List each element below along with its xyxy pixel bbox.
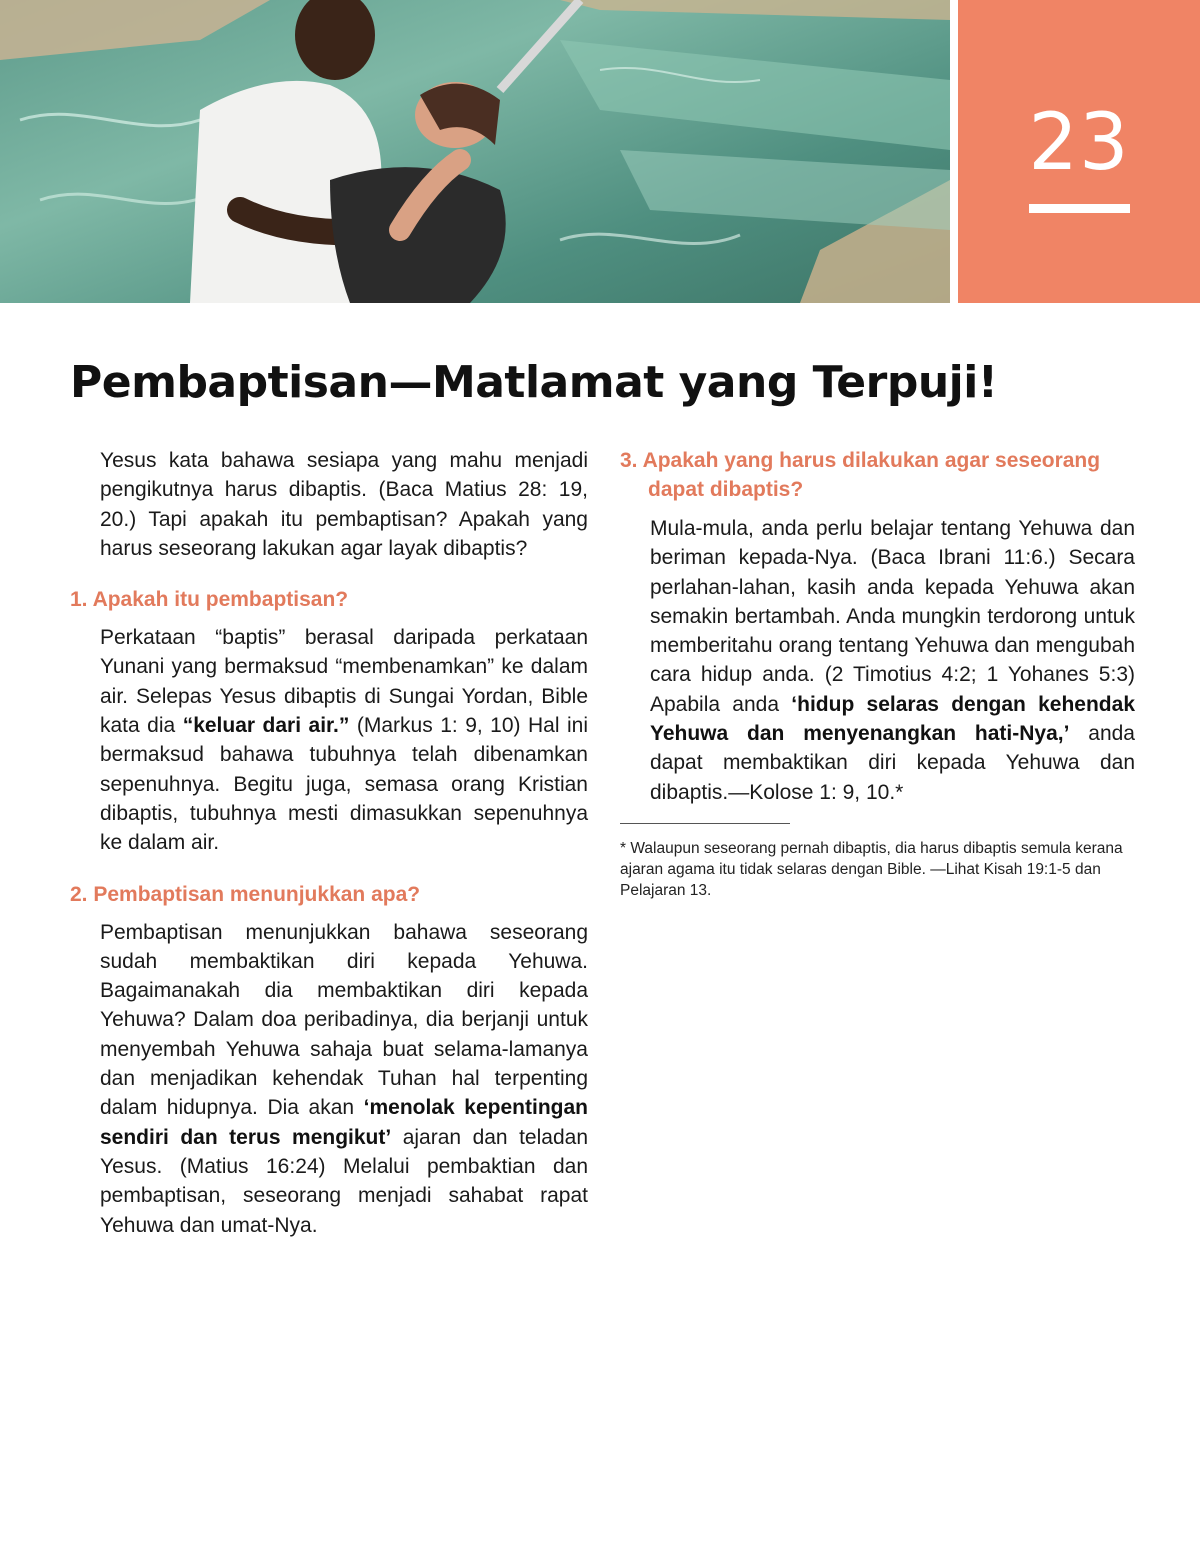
chapter-underline	[1029, 204, 1130, 213]
footnote-divider	[620, 823, 790, 824]
question-2-heading: 2. Pembaptisan menunjukkan apa?	[70, 882, 421, 906]
answer-bold-text: ‘hidup selaras dengan kehendak Yehuwa dan menyenangkan hati-Nya,’	[650, 692, 1135, 746]
question-3-heading: 3. Apakah yang harus dilakukan agar seseorang dapat dibaptis?	[620, 449, 1101, 501]
left-column	[70, 446, 588, 1240]
answer-text: ajaran dan teladan Yesus. (Matius 16:24) Melalui pembaktian dan pembaptisan, seseorang menjadi sahabat rapat Yehuwa dan umat-Nya.	[100, 1125, 588, 1237]
answer-bold-text: “keluar dari air.”	[182, 714, 350, 738]
footnote: * Walaupun seseorang pernah dibaptis, dia harus dibaptis semula kerana ajaran agama itu tidak selaras dengan Bible. —Lihat Kisah 19:1-5 dan Pelajaran 13.	[620, 839, 1123, 899]
right-column	[620, 446, 1135, 901]
answer-text: Pembaptisan menunjukkan bahawa seseorang sudah membaktikan diri kepada Yehuwa. Bagaimanakah dia membaktikan diri kepada Yehuwa? Dalam doa peribadinya, dia berjanji untuk menyembah Yehuwa sahaja buat selama-lamanya dan menjadikan kehendak Tuhan hal terpenting dalam hidupnya. Dia akan	[100, 920, 588, 1120]
question-2-answer	[100, 918, 588, 1240]
chapter-number-box	[958, 0, 1200, 303]
question-1-answer	[100, 623, 588, 857]
answer-bold-text: ‘menolak kepentingan sendiri dan terus mengikut’	[100, 1096, 588, 1149]
answer-text: (Markus 1: 9, 10) Hal ini bermaksud bahawa tubuhnya telah dibenamkan sepenuhnya. Begitu juga, semasa orang Kristian dibaptis, tubuhnya mesti dimasukkan sepenuhnya ke dalam air.	[100, 714, 589, 855]
chapter-number: 23	[1028, 98, 1130, 188]
page-title: Pembaptisan—Matlamat yang Terpuji!	[70, 357, 998, 408]
answer-text: anda dapat membaktikan diri kepada Yehuwa dan dibaptis.—Kolose 1: 9, 10.*	[650, 722, 1135, 804]
baptism-photo	[0, 0, 950, 303]
answer-text: Perkataan “baptis” berasal daripada perkataan Yunani yang bermaksud “membenamkan” ke dalam air. Selepas Yesus dibaptis di Sungai Yordan, Bible kata dia	[100, 626, 588, 738]
baptism-photo-illustration	[0, 0, 950, 303]
question-3-answer	[650, 514, 1135, 807]
intro-paragraph: Yesus kata bahawa sesiapa yang mahu menjadi pengikutnya harus dibaptis. (Baca Matius 28: 19, 20.) Tapi apakah itu pembaptisan? Apakah yang harus seseorang lakukan agar layak dibaptis?	[100, 449, 588, 560]
question-1-heading: 1. Apakah itu pembaptisan?	[70, 588, 349, 612]
answer-text: Mula-mula, anda perlu belajar tentang Yehuwa dan beriman kepada-Nya. (Baca Ibrani 11:6.) Secara perlahan-lahan, kasih anda kepada Yehuwa akan semakin bertambah. Anda mungkin terdorong untuk memberitahu orang tentang Yehuwa dan mengubah cara hidup anda. (2 Timotius 4:2; 1 Yohanes 5:3) Apabila anda	[650, 517, 1135, 716]
